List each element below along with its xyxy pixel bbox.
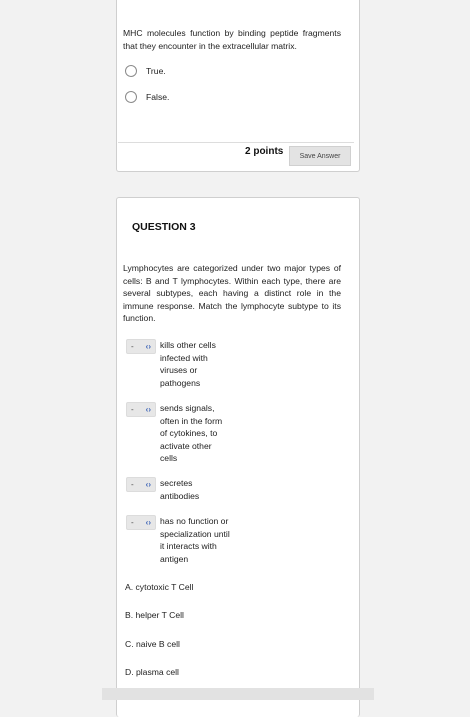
save-answer-button[interactable]: Save Answer xyxy=(289,146,351,166)
match-item-1 xyxy=(126,339,230,389)
answer-option-b: B. helper T Cell xyxy=(125,610,184,620)
chevron-updown-icon: ‹› xyxy=(145,341,151,351)
answer-option-d: D. plasma cell xyxy=(125,667,179,677)
match-select-1[interactable]: - ‹› xyxy=(126,339,156,354)
option-true-label: True. xyxy=(146,66,166,76)
match-text-3: secretes antibodies xyxy=(160,478,200,501)
match-text-2: sends signals, often in the form of cytokines, to activate other cells xyxy=(160,403,223,464)
option-false-label: False. xyxy=(146,92,170,102)
option-false[interactable] xyxy=(125,91,169,103)
match-select-4[interactable]: - ‹› xyxy=(126,515,156,530)
match-item-3 xyxy=(126,477,230,502)
question-card-3 xyxy=(116,197,360,717)
match-text-4: has no function or specialization until it interacts with antigen xyxy=(160,516,230,564)
match-text-1: kills other cells infected with viruses or pathogens xyxy=(160,340,216,388)
answer-option-a: A. cytotoxic T Cell xyxy=(125,582,194,592)
question-text: MHC molecules function by binding peptide fragments that they encounter in the extracellular matrix. xyxy=(123,28,341,51)
answer-option-c: C. naive B cell xyxy=(125,639,180,649)
chevron-updown-icon: ‹› xyxy=(145,404,151,414)
question-title: QUESTION 3 xyxy=(132,221,196,233)
match-item-4 xyxy=(126,515,230,565)
match-item-2 xyxy=(126,402,230,465)
question-text: Lymphocytes are categorized under two major types of cells: B and T lymphocytes. Within each type, there are several subtypes, each having a distinct role in the immune response. Match the lymphocyte subtype to its function. xyxy=(123,263,341,324)
match-select-3[interactable]: - ‹› xyxy=(126,477,156,492)
chevron-updown-icon: ‹› xyxy=(145,479,151,489)
radio-false[interactable] xyxy=(125,91,137,103)
match-select-2[interactable]: - ‹› xyxy=(126,402,156,417)
option-true[interactable] xyxy=(125,65,166,77)
bottom-bar xyxy=(102,688,374,700)
divider xyxy=(118,142,354,143)
radio-true[interactable] xyxy=(125,65,137,77)
points-label: 2 points xyxy=(245,146,284,157)
chevron-updown-icon: ‹› xyxy=(145,517,151,527)
question-card-previous xyxy=(116,0,360,172)
